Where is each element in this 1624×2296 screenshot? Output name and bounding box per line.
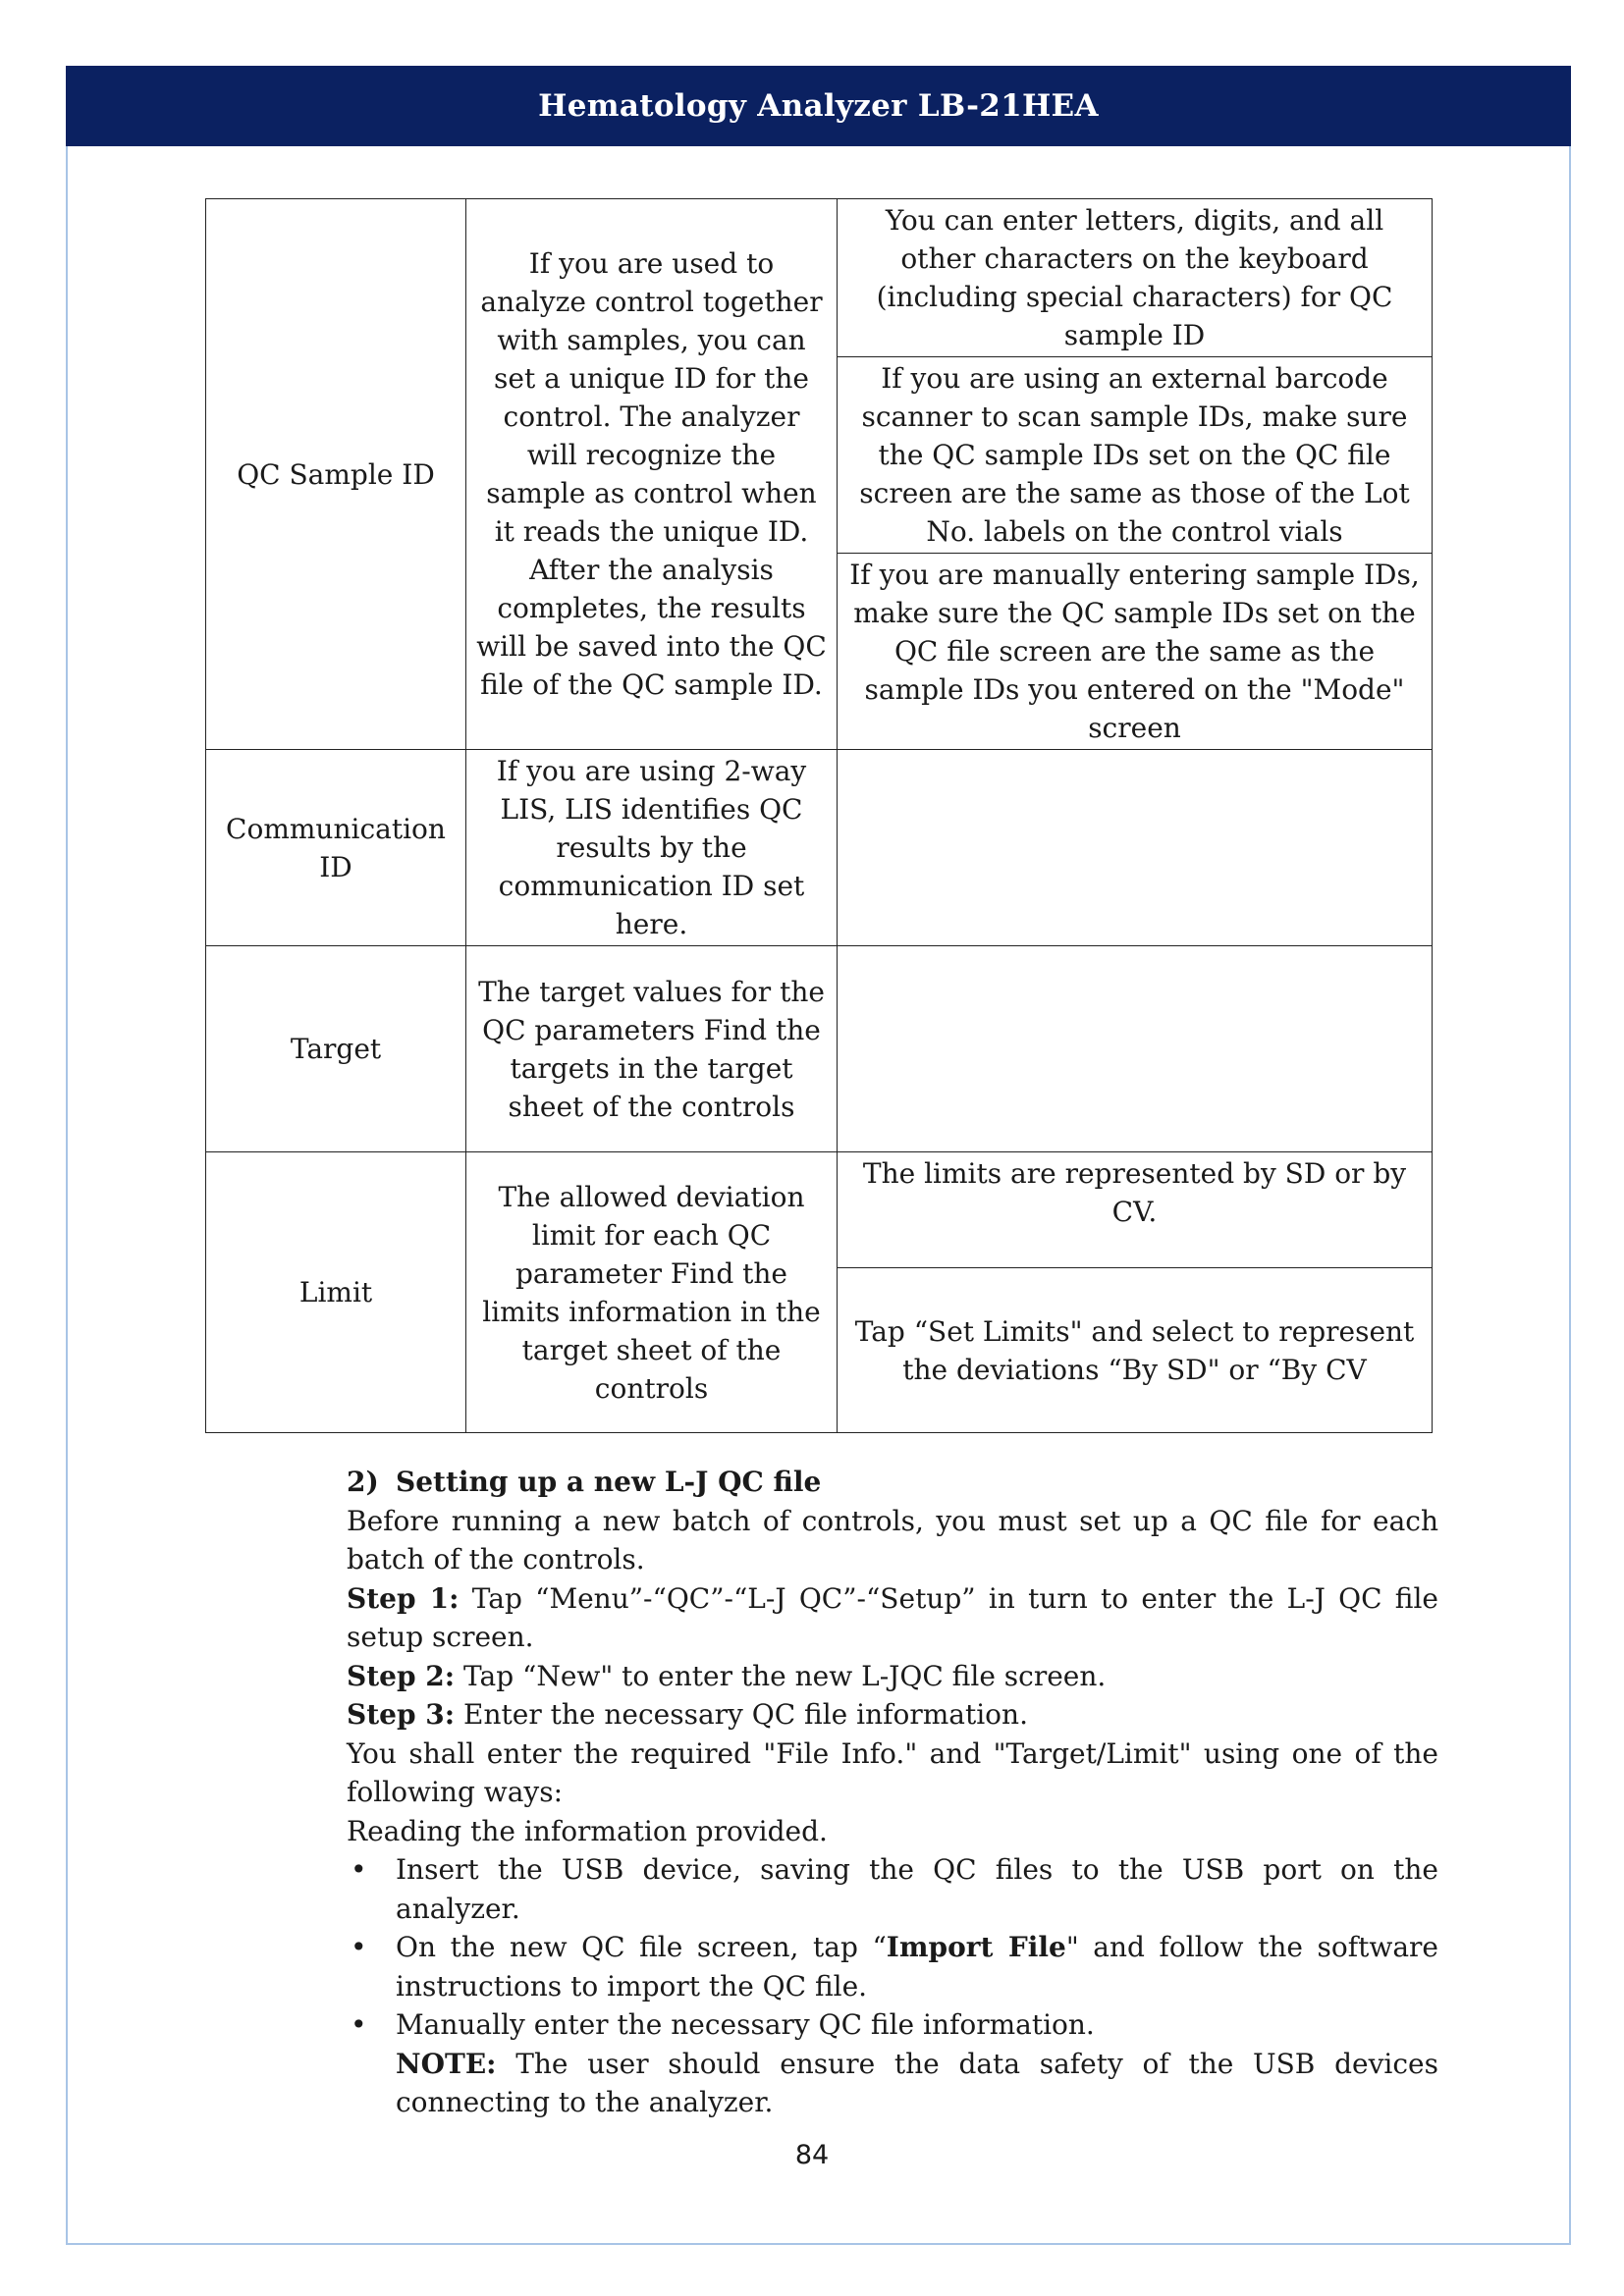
param-note-cell: The limits are represented by SD or by CV. <box>838 1152 1433 1268</box>
section-number: 2) <box>347 1466 379 1498</box>
bullet-text: On the new QC file screen, tap “ <box>396 1931 887 1963</box>
section-heading <box>347 1463 1438 1502</box>
bullet-text: Insert the USB device, saving the QC files to the USB port on the analyzer. <box>396 1853 1438 1925</box>
bullet-list <box>347 1850 1438 2122</box>
page-number: 84 <box>794 2140 830 2170</box>
intro-paragraph: Before running a new batch of controls, you must set up a QC file for each batch of the controls. <box>347 1504 1438 1575</box>
import-file-label: Import File <box>886 1931 1066 1963</box>
param-note-cell <box>838 750 1433 946</box>
param-note-cell <box>838 946 1433 1152</box>
qc-parameters-table <box>205 198 1433 1433</box>
param-note-cell: If you are manually entering sample IDs, make sure the QC sample IDs set on the QC file screen are the same as the sample IDs you entered on the "Mode" screen <box>838 554 1433 750</box>
param-note-cell: Tap “Set Limits" and select to represent the deviations “By SD" or “By CV <box>838 1268 1433 1433</box>
document-header <box>66 66 1571 146</box>
bullet-text: Manually enter the necessary QC file information. <box>396 2008 1095 2041</box>
param-description-cell: The target values for the QC parameters Find the targets in the target sheet of the controls <box>466 946 838 1152</box>
bullet-icon: • <box>351 2008 367 2041</box>
param-note-cell: If you are using an external barcode scanner to scan sample IDs, make sure the QC sample IDs set on the QC file screen are the same as those of the Lot No. labels on the control vials <box>838 357 1433 554</box>
bullet-text: " and follow the software instructions to import the QC file. <box>396 1931 1438 2002</box>
note-text: The user should ensure the data safety of the USB devices connecting to the analyzer. <box>396 2047 1438 2118</box>
list-item <box>347 1850 1438 1928</box>
table-row <box>206 946 1433 1152</box>
param-note-cell: You can enter letters, digits, and all other characters on the keyboard (including special characters) for QC sample ID <box>838 199 1433 357</box>
step-paragraph <box>347 1695 1438 1735</box>
table-row <box>206 199 1433 357</box>
param-name-cell: Target <box>206 946 466 1152</box>
param-description-cell: If you are using 2-way LIS, LIS identifies QC results by the communication ID set here. <box>466 750 838 946</box>
step-text: Tap “New" to enter the new L-JQC file screen. <box>455 1659 1107 1692</box>
step-text: Enter the necessary QC file information. <box>455 1698 1028 1731</box>
param-name-cell: Communication ID <box>206 750 466 946</box>
step-paragraph <box>347 1579 1438 1657</box>
param-name-cell: Limit <box>206 1152 466 1433</box>
section-title: Setting up a new L-J QC file <box>396 1466 822 1498</box>
step-label: Step 1: <box>347 1581 460 1615</box>
section-body <box>347 1463 1438 2122</box>
step-label: Step 2: <box>347 1659 456 1692</box>
bullet-icon: • <box>351 1853 367 1886</box>
step-paragraph <box>347 1657 1438 1696</box>
param-description-cell: If you are used to analyze control together with samples, you can set a unique ID for the control. The analyzer will recognize the sample as control when it reads the unique ID. After the analysis completes, the results will be saved into the QC file of the QC sample ID. <box>466 199 838 750</box>
document-title: Hematology Analyzer LB-21HEA <box>538 88 1099 124</box>
step-text: Tap “Menu”-“QC”-“L-J QC”-“Setup” in turn to enter the L-J QC file setup screen. <box>347 1581 1438 1653</box>
param-description-cell: The allowed deviation limit for each QC parameter Find the limits information in the target sheet of the controls <box>466 1152 838 1433</box>
table-row <box>206 750 1433 946</box>
list-item <box>347 2005 1438 2122</box>
reading-paragraph: Reading the information provided. <box>347 1814 828 1847</box>
list-item <box>347 1928 1438 2005</box>
ways-paragraph: You shall enter the required "File Info." and "Target/Limit" using one of the following ways: <box>347 1736 1438 1808</box>
bullet-icon: • <box>351 1931 367 1963</box>
note-label: NOTE: <box>396 2047 497 2080</box>
table-row <box>206 1152 1433 1268</box>
param-name-cell: QC Sample ID <box>206 199 466 750</box>
step-label: Step 3: <box>347 1698 456 1731</box>
